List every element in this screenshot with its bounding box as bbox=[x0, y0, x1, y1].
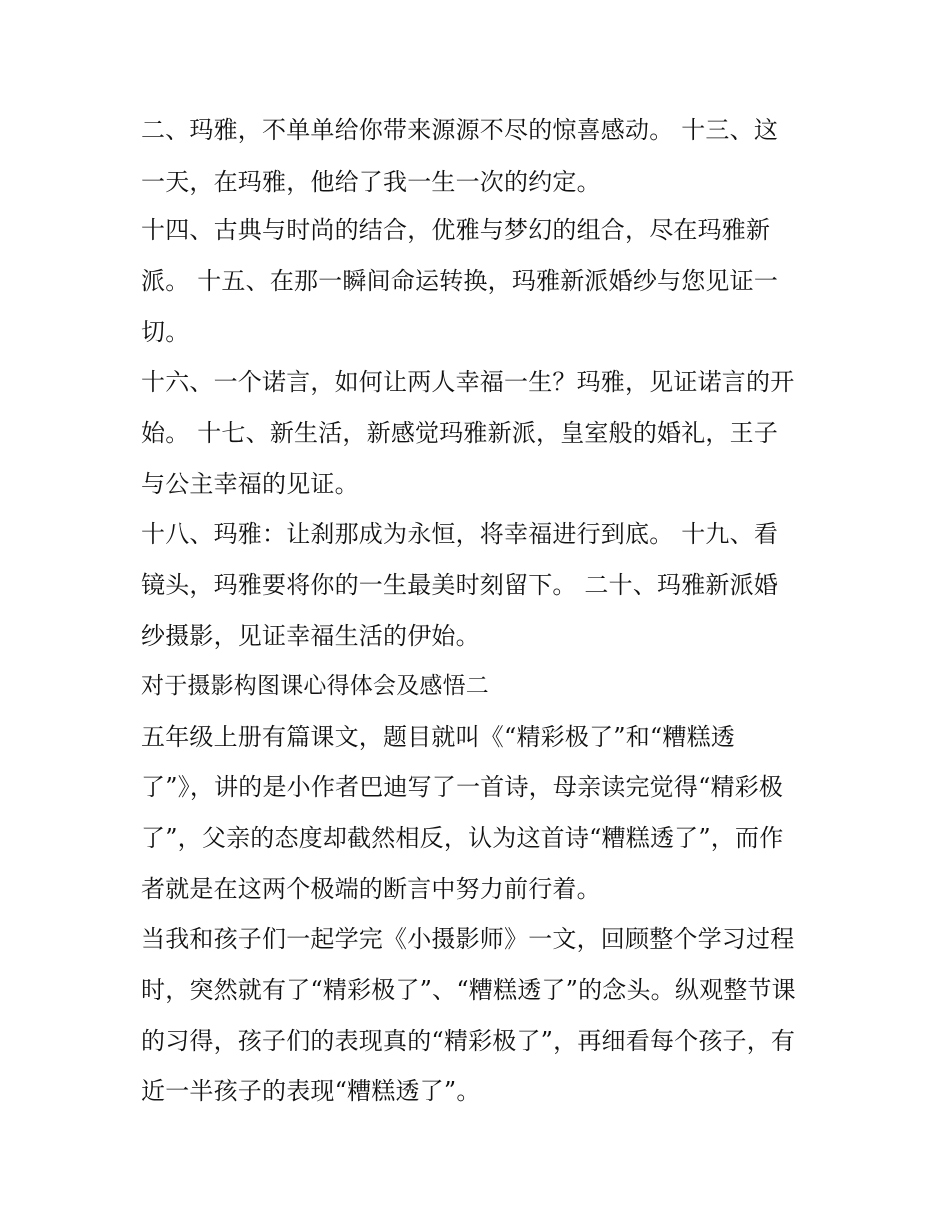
text-line: 始。 十七、新生活，新感觉玛雅新派，皇室般的婚礼，王子 bbox=[141, 419, 779, 447]
section-heading: 对于摄影构图课心得体会及感悟二 bbox=[141, 673, 489, 699]
text-line: 十六、一个诺言，如何让两人幸福一生？玛雅，见证诺言的开 bbox=[141, 368, 795, 396]
text-line: 与公主幸福的见证。 bbox=[141, 470, 359, 498]
text-line: 一天，在玛雅，他给了我一生一次的约定。 bbox=[141, 168, 601, 196]
text-line: 十八、玛雅：让刹那成为永恒，将幸福进行到底。 十九、看 bbox=[141, 520, 779, 548]
text-line: 五年级上册有篇课文，题目就叫《“精彩极了”和“糟糕透 bbox=[141, 723, 736, 751]
text-line: 的习得，孩子们的表现真的“精彩极了”，再细看每个孩子，有 bbox=[141, 1027, 796, 1055]
text-line: 当我和孩子们一起学完《小摄影师》一文，回顾整个学习过程 bbox=[141, 925, 795, 953]
text-line: 者就是在这两个极端的断言中努力前行着。 bbox=[141, 875, 601, 903]
text-line: 二、玛雅，不单单给你带来源源不尽的惊喜感动。 十三、这 bbox=[141, 116, 779, 144]
text-line: 时，突然就有了“精彩极了”、“糟糕透了”的念头。纵观整节课 bbox=[141, 976, 796, 1004]
text-line: 十四、古典与时尚的结合，优雅与梦幻的组合，尽在玛雅新 bbox=[141, 216, 771, 244]
text-line: 了”，父亲的态度却截然相反，认为这首诗“糟糕透了”，而作 bbox=[141, 824, 784, 852]
text-line: 纱摄影，见证幸福生活的伊始。 bbox=[141, 622, 480, 650]
text-line: 派。 十五、在那一瞬间命运转换，玛雅新派婚纱与您见证一 bbox=[141, 267, 779, 295]
text-line: 了”》，讲的是小作者巴迪写了一首诗，母亲读完觉得“精彩极 bbox=[141, 773, 784, 801]
text-line: 近一半孩子的表现“糟糕透了”。 bbox=[141, 1077, 481, 1105]
text-line: 镜头，玛雅要将你的一生最美时刻留下。 二十、玛雅新派婚 bbox=[141, 571, 779, 599]
text-line: 切。 bbox=[141, 318, 190, 346]
